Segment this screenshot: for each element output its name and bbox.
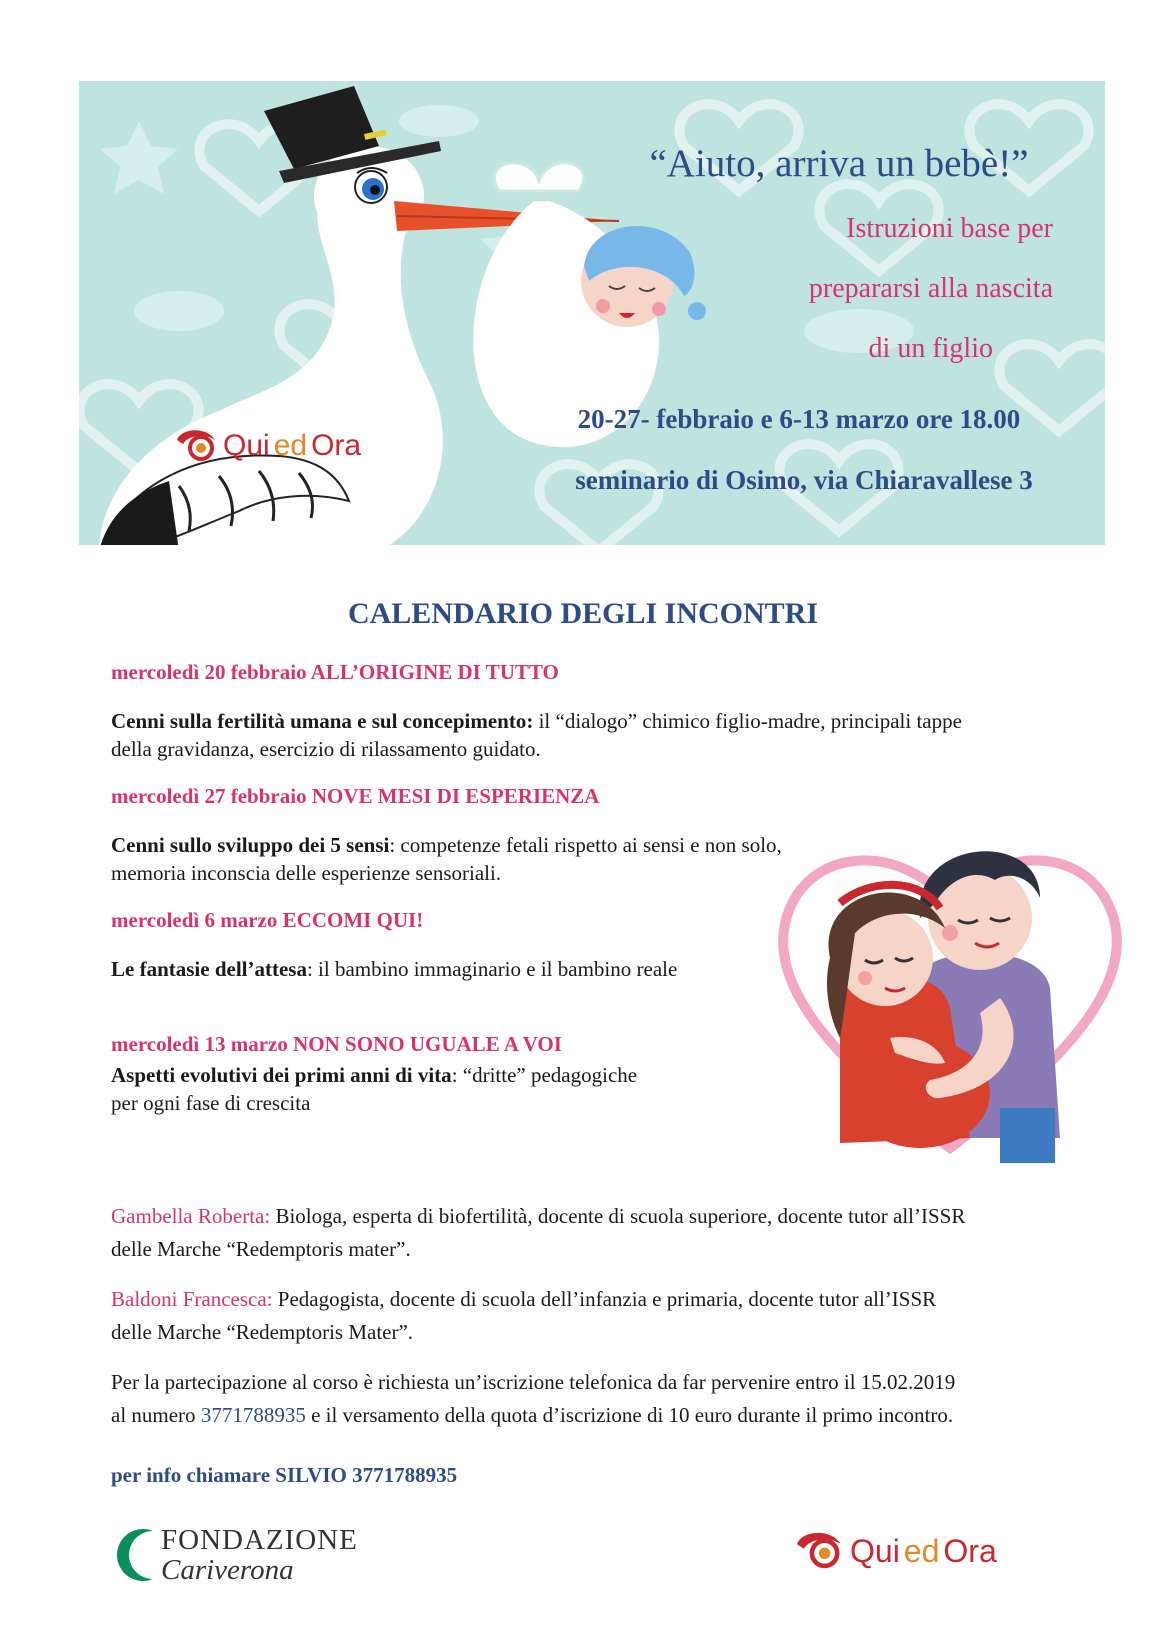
qui-ed-ora-swirl-icon xyxy=(171,426,223,466)
meeting-3-topic: Le fantasie dell’attesa xyxy=(111,957,307,981)
registration-phone: 3771788935 xyxy=(200,1403,306,1427)
qui-ed-ora-logo-banner xyxy=(171,426,361,466)
meeting-4-date: mercoledì 13 marzo xyxy=(111,1032,288,1056)
meeting-2-header xyxy=(111,784,599,809)
qui-ed-ora-logo-footer xyxy=(790,1528,997,1574)
banner-subtitle-line-2: prepararsi alla nascita xyxy=(808,273,1053,304)
speaker-1-desc-line-1: Biologa, esperta di biofertilità, docente di scuola superiore, docente tutor all’ISSR xyxy=(270,1204,966,1228)
speaker-1-desc-line-2: delle Marche “Redemptoris mater”. xyxy=(111,1237,411,1261)
meeting-1-title: ALL’ORIGINE DI TUTTO xyxy=(310,660,559,684)
speaker-1 xyxy=(111,1200,1071,1266)
meeting-2-body xyxy=(111,831,782,887)
meeting-4-header xyxy=(111,1032,562,1057)
meeting-1-topic: Cenni sulla fertilità umana e sul concepimento: xyxy=(111,709,534,733)
couple-illustration xyxy=(770,808,1130,1168)
speaker-2-desc-line-2: delle Marche “Redemptoris Mater”. xyxy=(111,1320,414,1344)
meeting-3-date: mercoledì 6 marzo xyxy=(111,908,278,932)
meeting-4-topic: Aspetti evolutivi dei primi anni di vita xyxy=(111,1063,452,1087)
banner-title: “Aiuto, arriva un bebè!” xyxy=(649,142,1029,185)
registration-line-2-pre: al numero xyxy=(111,1403,201,1427)
meeting-1-desc-line-2: della gravidanza, esercizio di rilassamento guidato. xyxy=(111,737,541,761)
meeting-4-desc-line-1: : “dritte” pedagogiche xyxy=(451,1063,638,1087)
logo-ed-text: ed xyxy=(273,429,308,462)
logo-qui-text: Qui xyxy=(223,429,270,462)
info-contact: per info chiamare SILVIO 3771788935 xyxy=(111,1463,458,1487)
registration-line-2-post: e il versamento della quota d’iscrizione di 10 euro durante il primo incontro. xyxy=(305,1403,954,1427)
banner-subtitle-line-1: Istruzioni base per xyxy=(846,213,1053,244)
registration-note xyxy=(111,1366,1091,1432)
meeting-2-title: NOVE MESI DI ESPERIENZA xyxy=(311,784,600,808)
meeting-2-date: mercoledì 27 febbraio xyxy=(111,784,307,808)
speaker-2-desc-line-1: Pedagogista, docente di scuola dell’infanzia e primaria, docente tutor all’ISSR xyxy=(272,1287,937,1311)
fondazione-line-2: Cariverona xyxy=(161,1554,294,1586)
fondazione-cariverona-logo xyxy=(113,1525,358,1585)
logo-qui-text: Qui xyxy=(850,1532,900,1569)
meeting-4-title: NON SONO UGUALE A VOI xyxy=(293,1032,562,1056)
calendar-heading: CALENDARIO DEGLI INCONTRI xyxy=(347,597,819,630)
speaker-1-name: Gambella Roberta: xyxy=(111,1204,271,1228)
meeting-2-desc-line-1: : competenze fetali rispetto ai sensi e non solo, xyxy=(389,833,782,857)
meeting-1-desc-line-1: il “dialogo” chimico figlio-madre, principali tappe xyxy=(533,709,962,733)
meeting-3-desc-line-1: : il bambino immaginario e il bambino reale xyxy=(306,957,678,981)
meeting-2-topic: Cenni sullo sviluppo dei 5 sensi xyxy=(111,833,390,857)
banner-dates: 20-27- febbraio e 6-13 marzo ore 18.00 xyxy=(577,404,1021,434)
meeting-1-header xyxy=(111,660,559,685)
meeting-2-desc-line-2: memoria inconscia delle esperienze sensoriali. xyxy=(111,861,502,885)
meeting-3-body xyxy=(111,955,677,983)
logo-ora-text: Ora xyxy=(943,1532,997,1569)
logo-ed-text: ed xyxy=(903,1532,940,1569)
meeting-3-header xyxy=(111,908,423,933)
meeting-4-desc-line-2: per ogni fase di crescita xyxy=(111,1091,311,1115)
meeting-3-title: ECCOMI QUI! xyxy=(282,908,424,932)
meeting-4-body xyxy=(111,1061,637,1117)
banner-place: seminario di Osimo, via Chiaravallese 3 xyxy=(575,465,1033,495)
meeting-1-date: mercoledì 20 febbraio xyxy=(111,660,307,684)
banner-subtitle-line-3: di un figlio xyxy=(868,333,993,364)
speaker-2 xyxy=(111,1283,1071,1349)
speaker-2-name: Baldoni Francesca: xyxy=(111,1287,273,1311)
logo-ora-text: Ora xyxy=(311,429,362,462)
header-banner xyxy=(79,81,1105,545)
registration-line-1: Per la partecipazione al corso è richiesta un’iscrizione telefonica da far pervenire entro il 15.02.2019 xyxy=(111,1370,956,1394)
meeting-1-body xyxy=(111,707,962,763)
fondazione-circle-icon xyxy=(113,1525,161,1585)
qui-ed-ora-swirl-icon xyxy=(790,1528,850,1574)
fondazione-line-1: FONDAZIONE xyxy=(161,1524,358,1556)
